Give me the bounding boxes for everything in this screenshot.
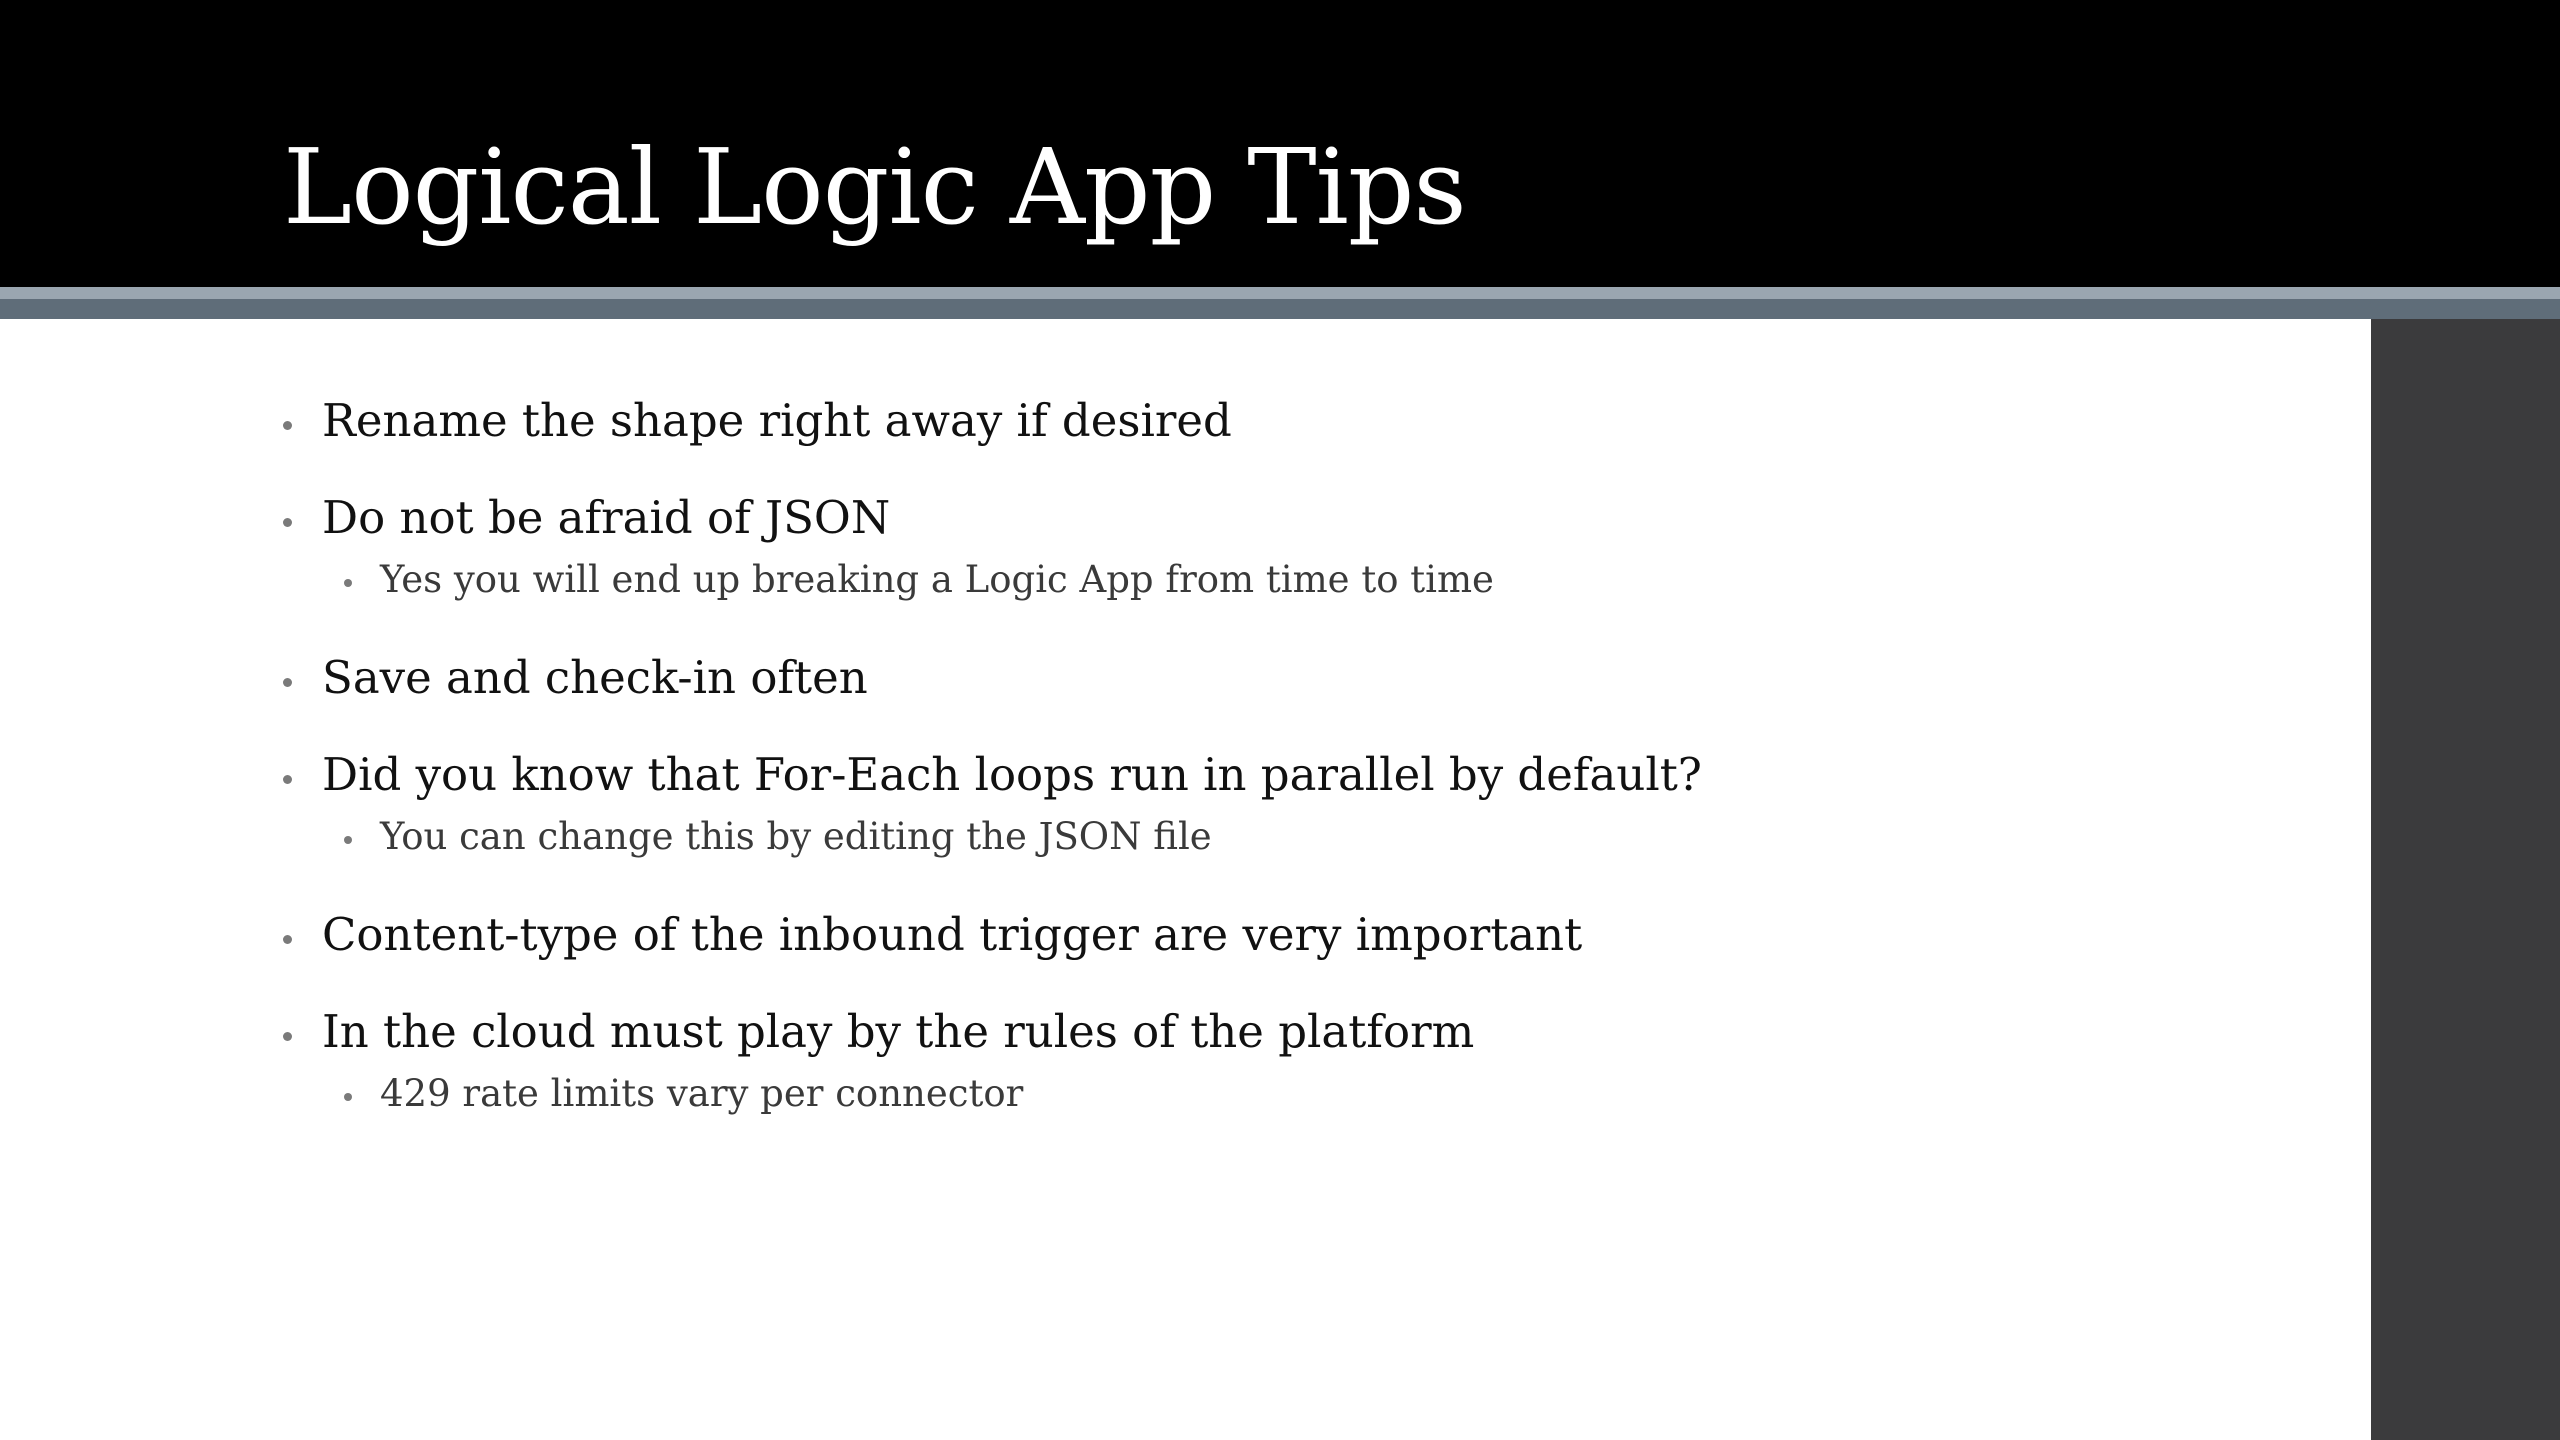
bullet-content-type (322, 908, 1583, 961)
sub-bullet-dot-icon (344, 836, 352, 844)
bullet-text: Rename the shape right away if desired (322, 394, 1232, 447)
bullet-dot-icon (283, 421, 292, 430)
sub-bullet-dot-icon (344, 579, 352, 587)
right-side-panel (2371, 319, 2560, 1440)
sub-bullet-rate-limits (380, 1072, 1024, 1115)
bullet-save-checkin (322, 651, 868, 704)
bullet-cloud-rules (322, 1005, 1475, 1058)
bullet-text: Do not be afraid of JSON (322, 491, 891, 544)
bullet-text: Save and check-in often (322, 651, 868, 704)
sub-bullet-text: Yes you will end up breaking a Logic App from time to time (380, 558, 1494, 601)
bullet-text: In the cloud must play by the rules of the platform (322, 1005, 1475, 1058)
bullet-dot-icon (283, 775, 292, 784)
sub-bullet-edit-json (380, 815, 1212, 858)
sub-bullet-dot-icon (344, 1093, 352, 1101)
bullet-foreach (322, 748, 1702, 801)
bullet-dot-icon (283, 1032, 292, 1041)
title-divider-light (0, 287, 2560, 299)
bullet-dot-icon (283, 518, 292, 527)
sub-bullet-text: 429 rate limits vary per connector (380, 1072, 1024, 1115)
sub-bullet-text: You can change this by editing the JSON file (380, 815, 1212, 858)
bullet-json (322, 491, 891, 544)
bullet-dot-icon (283, 678, 292, 687)
bullet-text: Content-type of the inbound trigger are very important (322, 908, 1583, 961)
sub-bullet-breaking (380, 558, 1494, 601)
slide-title: Logical Logic App Tips (283, 126, 1466, 248)
bullet-dot-icon (283, 935, 292, 944)
bullet-text: Did you know that For-Each loops run in parallel by default? (322, 748, 1702, 801)
bullet-rename-shape (322, 394, 1232, 447)
title-divider-dark (0, 299, 2560, 319)
